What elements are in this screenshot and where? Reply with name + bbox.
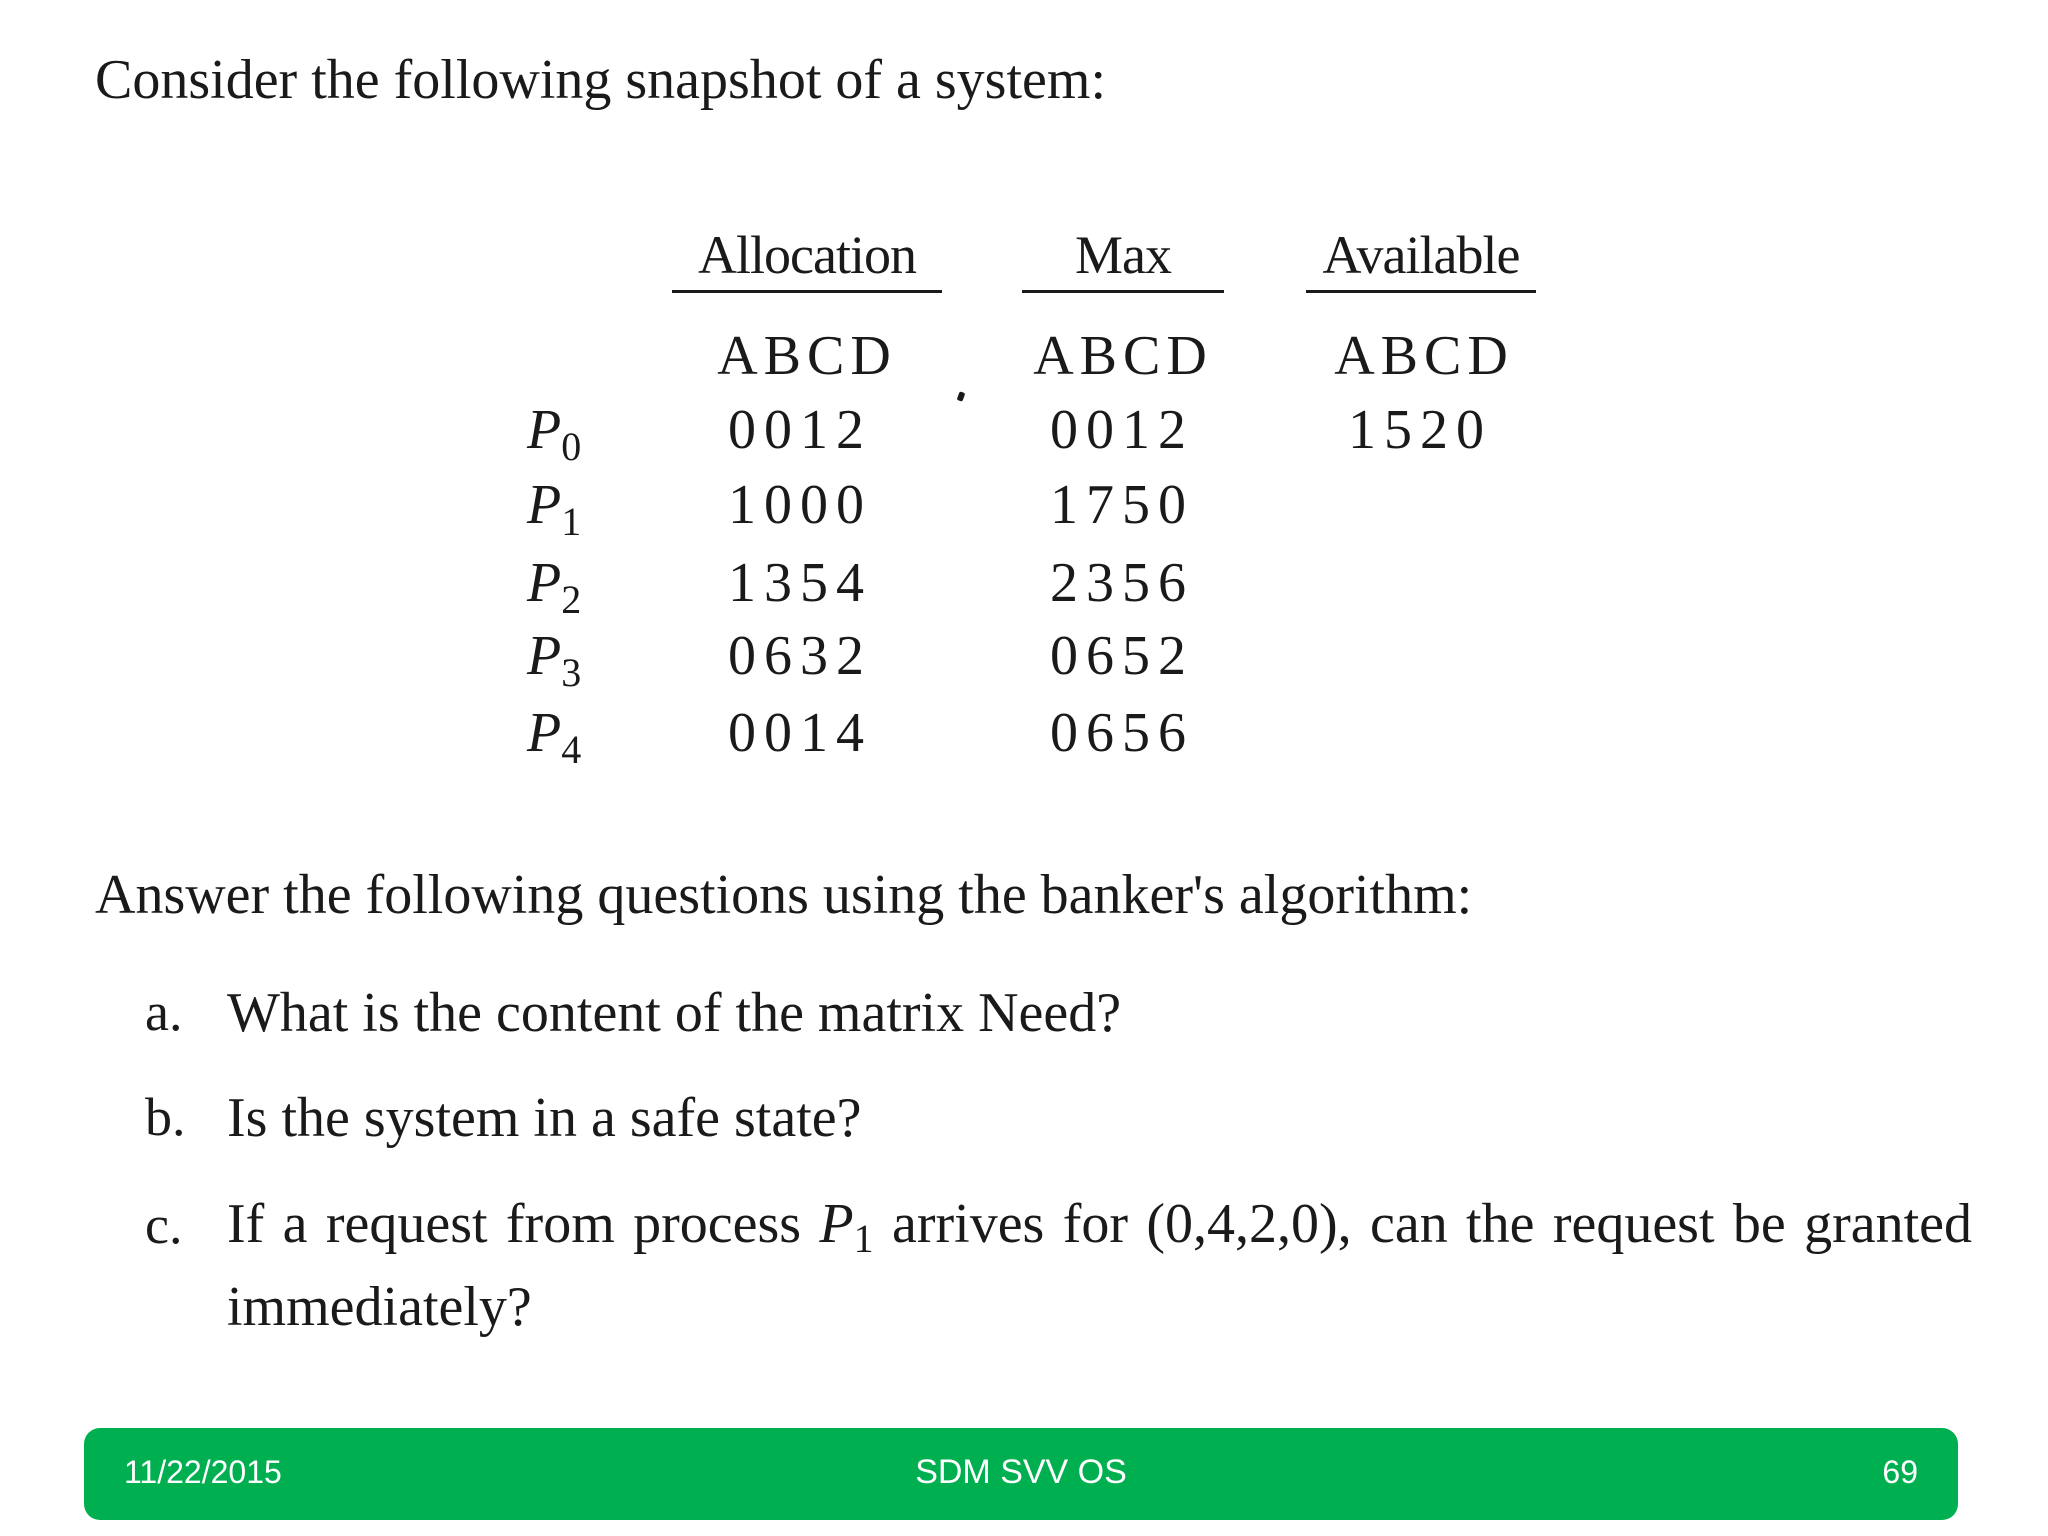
column-header-max: Max <box>1075 225 1171 285</box>
max-cell: 0012 <box>1050 399 1194 461</box>
available-cell: 1520 <box>1348 399 1492 461</box>
footer-title: SDM SVV OS <box>915 1453 1127 1491</box>
process-label: $P_3$ <box>527 625 582 695</box>
column-rule-allocation <box>672 290 942 293</box>
slide-footer <box>84 1428 1958 1520</box>
resource-labels-available: ABCD <box>1334 325 1514 387</box>
stray-mark <box>957 391 966 402</box>
question-marker: b. <box>145 1087 186 1147</box>
footer-page-number: 69 <box>1882 1454 1918 1490</box>
resource-labels-max: ABCD <box>1033 325 1213 387</box>
question-text: If a request from process $P_1$ arrives for (0,4,2,0), can the request be granted immediately? <box>227 1193 1973 1338</box>
question-marker: a. <box>145 982 183 1042</box>
column-rule-max <box>1022 290 1224 293</box>
question-marker: c. <box>145 1195 183 1255</box>
max-cell: 0652 <box>1050 625 1194 687</box>
allocation-cell: 0012 <box>728 399 872 461</box>
column-rule-available <box>1306 290 1536 293</box>
allocation-cell: 0014 <box>728 702 872 764</box>
footer-date: 11/22/2015 <box>124 1454 282 1490</box>
process-label: $P_4$ <box>527 702 582 772</box>
allocation-cell: 1354 <box>728 552 872 614</box>
max-cell: 1750 <box>1050 474 1194 536</box>
question-text: What is the content of the matrix Need? <box>227 982 1122 1044</box>
max-cell: 0656 <box>1050 702 1194 764</box>
intro-text: Consider the following snapshot of a system: <box>95 49 1107 111</box>
question-text: Is the system in a safe state? <box>227 1087 862 1149</box>
allocation-cell: 0632 <box>728 625 872 687</box>
process-label: $P_2$ <box>527 552 582 622</box>
allocation-cell: 1000 <box>728 474 872 536</box>
process-label: $P_0$ <box>527 399 582 469</box>
column-header-available: Available <box>1322 225 1520 285</box>
process-label: $P_1$ <box>527 474 582 544</box>
question-lead: Answer the following questions using the banker's algorithm: <box>95 864 1473 926</box>
resource-labels-allocation: ABCD <box>717 325 897 387</box>
column-header-allocation: Allocation <box>698 225 916 285</box>
max-cell: 2356 <box>1050 552 1194 614</box>
